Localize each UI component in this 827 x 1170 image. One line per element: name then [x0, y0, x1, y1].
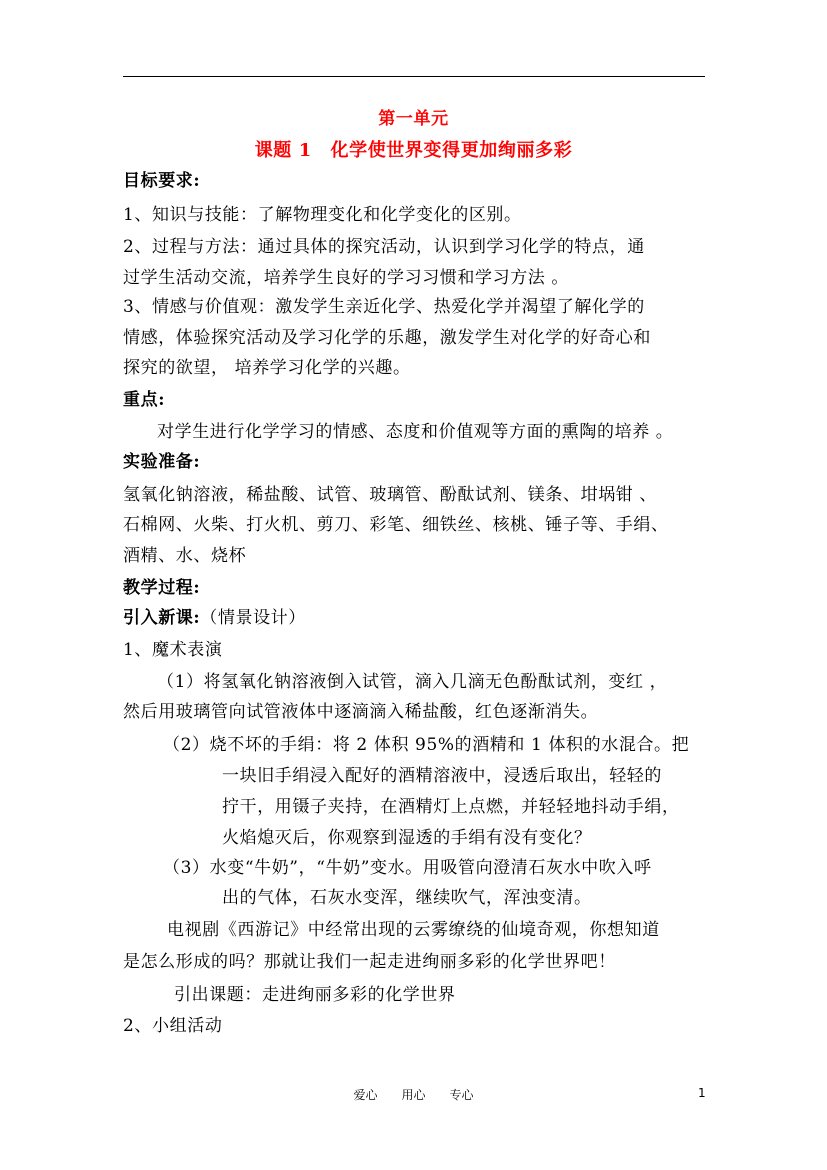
magic-3-line1: （3）水变“牛奶”，“牛奶”变水。用吸管向澄清石灰水中吹入呼: [163, 858, 652, 878]
unit-title: 第一单元: [378, 109, 449, 129]
preparation-line2: 石棉网、火柴、打火机、剪刀、彩笔、细铁丝、核桃、锤子等、手绢、: [123, 515, 669, 535]
group-activity-heading: 2、小组活动: [123, 1016, 223, 1036]
key-points-heading: 重点:: [123, 390, 166, 410]
magic-2-line3: 拧干，用镊子夹持，在酒精灯上点燃，并轻轻地抖动手绢，: [222, 797, 680, 817]
topic-line: 引出课题：走进绚丽多彩的化学世界: [174, 985, 456, 1005]
objectives-heading: 目标要求:: [123, 171, 201, 191]
footer-motto: 爱心 用心 专心: [353, 1088, 474, 1102]
intro-line: [123, 607, 306, 629]
preparation-heading: 实验准备:: [123, 452, 201, 472]
process-heading: 教学过程:: [123, 578, 201, 598]
magic-heading: 1、魔术表演: [123, 640, 223, 660]
magic-2-line1: （2）烧不坏的手绢：将 2 体积 95%的酒精和 1 体积的水混合。把: [163, 735, 690, 755]
intro-heading: 引入新课:: [123, 608, 201, 628]
objective-emotion-line3: 探究的欲望， 培养学习化学的兴趣。: [123, 358, 411, 378]
header-rule: [123, 76, 705, 77]
tv-line2: 是怎么形成的吗？那就让我们一起走进绚丽多彩的化学世界吧！: [123, 952, 616, 972]
page-number: 1: [698, 1086, 706, 1100]
preparation-line1: 氢氧化钠溶液，稀盐酸、试管、玻璃管、酚酞试剂、镁条、坩埚钳 、: [123, 485, 658, 505]
objective-emotion-line2: 情感，体验探究活动及学习化学的乐趣，激发学生对化学的好奇心和: [123, 328, 651, 348]
objective-knowledge: 1、知识与技能：了解物理变化和化学变化的区别。: [123, 205, 522, 225]
magic-3-line2: 出的气体，石灰水变浑，继续吹气，浑浊变清。: [222, 888, 592, 908]
magic-2-line2: 一块旧手绢浸入配好的酒精溶液中，浸透后取出，轻轻的: [222, 766, 662, 786]
objective-emotion-line1: 3、情感与价值观：激发学生亲近化学、热爱化学并渴望了解化学的: [123, 297, 645, 317]
magic-1-line2: 然后用玻璃管向试管液体中逐滴滴入稀盐酸，红色逐渐消失。: [123, 702, 599, 722]
magic-2-line4: 火焰熄灭后，你观察到湿透的手绢有没有变化？: [222, 828, 592, 848]
key-points-text: 对学生进行化学学习的情感、态度和价值观等方面的熏陶的培养 。: [157, 422, 674, 442]
tv-line1: 电视剧《西游记》中经常出现的云雾缭绕的仙境奇观，你想知道: [167, 920, 660, 940]
lesson-title: 课题 1 化学使世界变得更加绚丽多彩: [254, 140, 573, 161]
intro-suffix: （情景设计）: [200, 608, 306, 628]
magic-1-line1: （1）将氢氧化钠溶液倒入试管，滴入几滴无色酚酞试剂，变红 ，: [157, 672, 668, 692]
objective-process-line1: 2、过程与方法：通过具体的探究活动，认识到学习化学的特点，通: [123, 237, 645, 257]
objective-process-line2: 过学生活动交流，培养学生良好的学习习惯和学习方法 。: [123, 268, 570, 288]
preparation-line3: 酒精、水、烧杯: [123, 546, 247, 566]
